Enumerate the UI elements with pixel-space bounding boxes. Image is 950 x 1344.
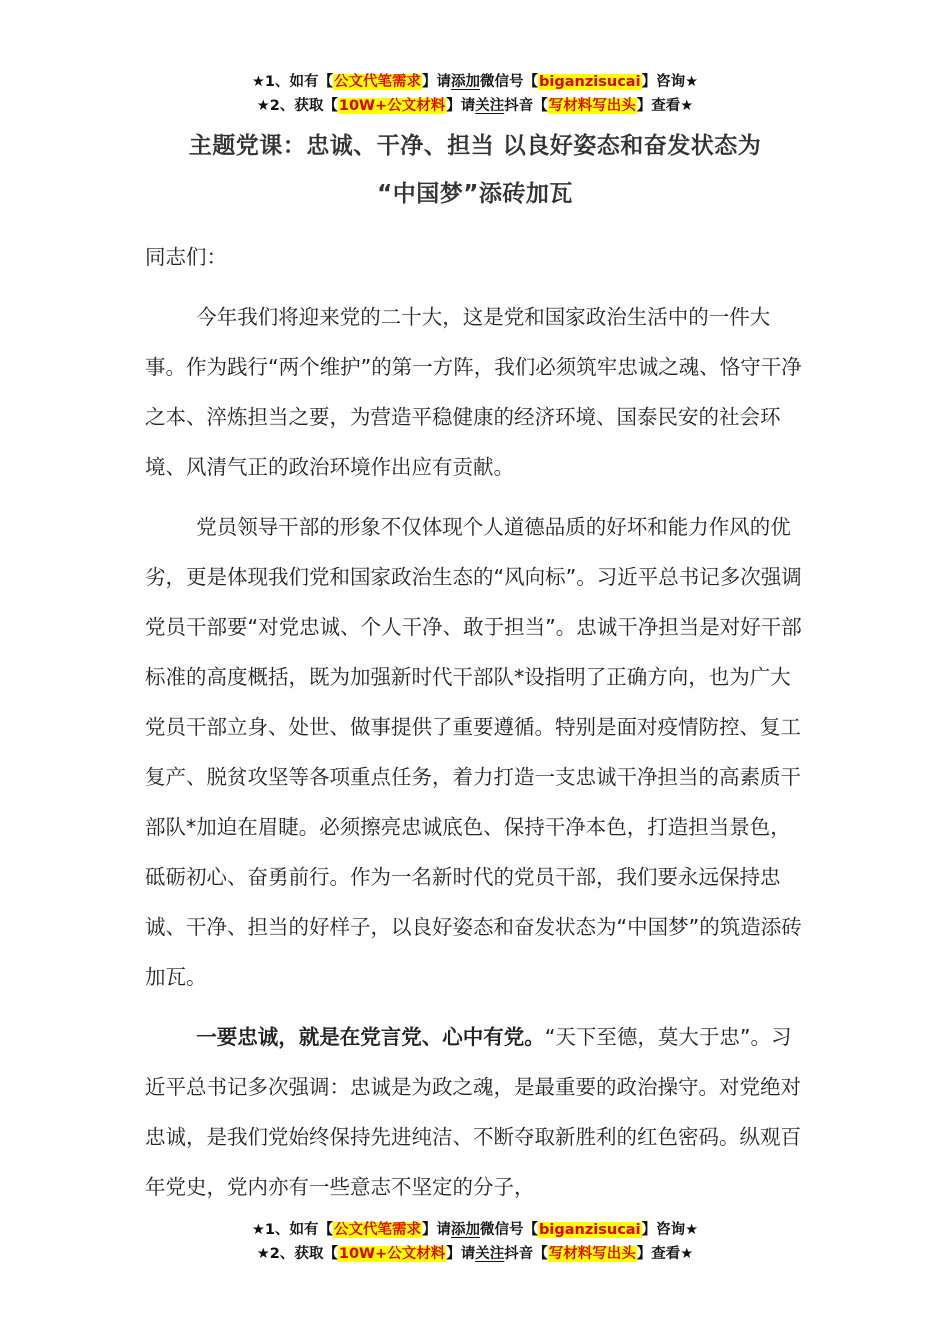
highlight-service: 公文代笔需求 bbox=[334, 1222, 422, 1238]
banner-text: 】查看★ bbox=[636, 98, 694, 114]
bottom-banner bbox=[0, 1218, 950, 1266]
paragraph-3-lead: 一要忠诚，就是在党言党、心中有党。 bbox=[196, 1025, 545, 1049]
highlight-service: 公文代笔需求 bbox=[334, 74, 422, 90]
banner-text: 】请 bbox=[446, 98, 476, 114]
paragraph-2: 党员领导干部的形象不仅体现个人道德品质的好坏和能力作风的优劣，更是体现我们党和国家政治生态的“风向标”。习近平总书记多次强调党员干部要“对党忠诚、个人干净、敢于担当”。忠诚干净担当是对好干部标准的高度概括，既为加强新时代干部队*设指明了正确方向，也为广大党员干部立身、处世、做事提供了重要遵循。特别是面对疫情防控、复工复产、脱贫攻坚等各项重点任务，着力打造一支忠诚干净担当的高素质干部队*加迫在眉睫。必须擦亮忠诚底色、保持干净本色，打造担当景色，砥砺初心、奋勇前行。作为一名新时代的党员干部，我们要永远保持忠诚、干净、担当的好样子，以良好姿态和奋发状态为“中国梦”的筑造添砖加瓦。 bbox=[145, 515, 802, 989]
highlight-materials: 10W+公文材料 bbox=[338, 98, 446, 114]
highlight-douyin-id: 写材料写出头 bbox=[548, 98, 636, 114]
emphasis-text: 关注 bbox=[475, 98, 505, 114]
document-title-line-1: 主题党课：忠诚、干净、担当 以良好姿态和奋发状态为 bbox=[188, 133, 762, 159]
banner-text: 抖音【 bbox=[504, 98, 548, 114]
banner-text: 抖音【 bbox=[504, 1246, 548, 1262]
banner-text: 】咨询★ bbox=[641, 74, 699, 90]
banner-text: 微信号【 bbox=[480, 1222, 539, 1238]
document-title-line-2: “中国梦”添砖加瓦 bbox=[377, 181, 573, 207]
salutation: 同志们： bbox=[145, 245, 227, 269]
banner-text: 】请 bbox=[422, 1222, 452, 1238]
highlight-wechat-id: biganzisucai bbox=[539, 74, 641, 90]
document-body bbox=[145, 232, 810, 1212]
banner-text: 】请 bbox=[422, 74, 452, 90]
banner-line-2 bbox=[0, 1242, 950, 1266]
highlight-materials: 10W+公文材料 bbox=[338, 1246, 446, 1262]
banner-text: ★2、获取【 bbox=[256, 1246, 338, 1262]
paragraph-3 bbox=[145, 1012, 810, 1212]
banner-line-1 bbox=[0, 70, 950, 94]
banner-text: ★2、获取【 bbox=[256, 98, 338, 114]
emphasis-text: 关注 bbox=[475, 1246, 505, 1262]
banner-line-1 bbox=[0, 1218, 950, 1242]
emphasis-text: 添加 bbox=[451, 74, 481, 90]
emphasis-text: 添加 bbox=[451, 1222, 481, 1238]
banner-text: 】请 bbox=[446, 1246, 476, 1262]
banner-text: 微信号【 bbox=[480, 74, 539, 90]
banner-text: ★1、如有【 bbox=[251, 1222, 334, 1238]
banner-text: 】咨询★ bbox=[641, 1222, 699, 1238]
highlight-douyin-id: 写材料写出头 bbox=[548, 1246, 636, 1262]
top-banner bbox=[0, 70, 950, 118]
banner-text: 】查看★ bbox=[636, 1246, 694, 1262]
paragraph-1: 今年我们将迎来党的二十大，这是党和国家政治生活中的一件大事。作为践行“两个维护”的第一方阵，我们必须筑牢忠诚之魂、恪守干净之本、淬炼担当之要，为营造平稳健康的经济环境、国泰民安的社会环境、风清气正的政治环境作出应有贡献。 bbox=[145, 305, 802, 479]
banner-line-2 bbox=[0, 94, 950, 118]
paragraph-3-text: “天下至德，莫大于忠”。习近平总书记多次强调：忠诚是为政之魂，是最重要的政治操守。对党绝对忠诚，是我们党始终保持先进纯洁、不断夺取新胜利的红色密码。纵观百年党史，党内亦有一些意志不坚定的分子， bbox=[145, 1025, 801, 1199]
highlight-wechat-id: biganzisucai bbox=[539, 1222, 641, 1238]
banner-text: ★1、如有【 bbox=[251, 74, 334, 90]
